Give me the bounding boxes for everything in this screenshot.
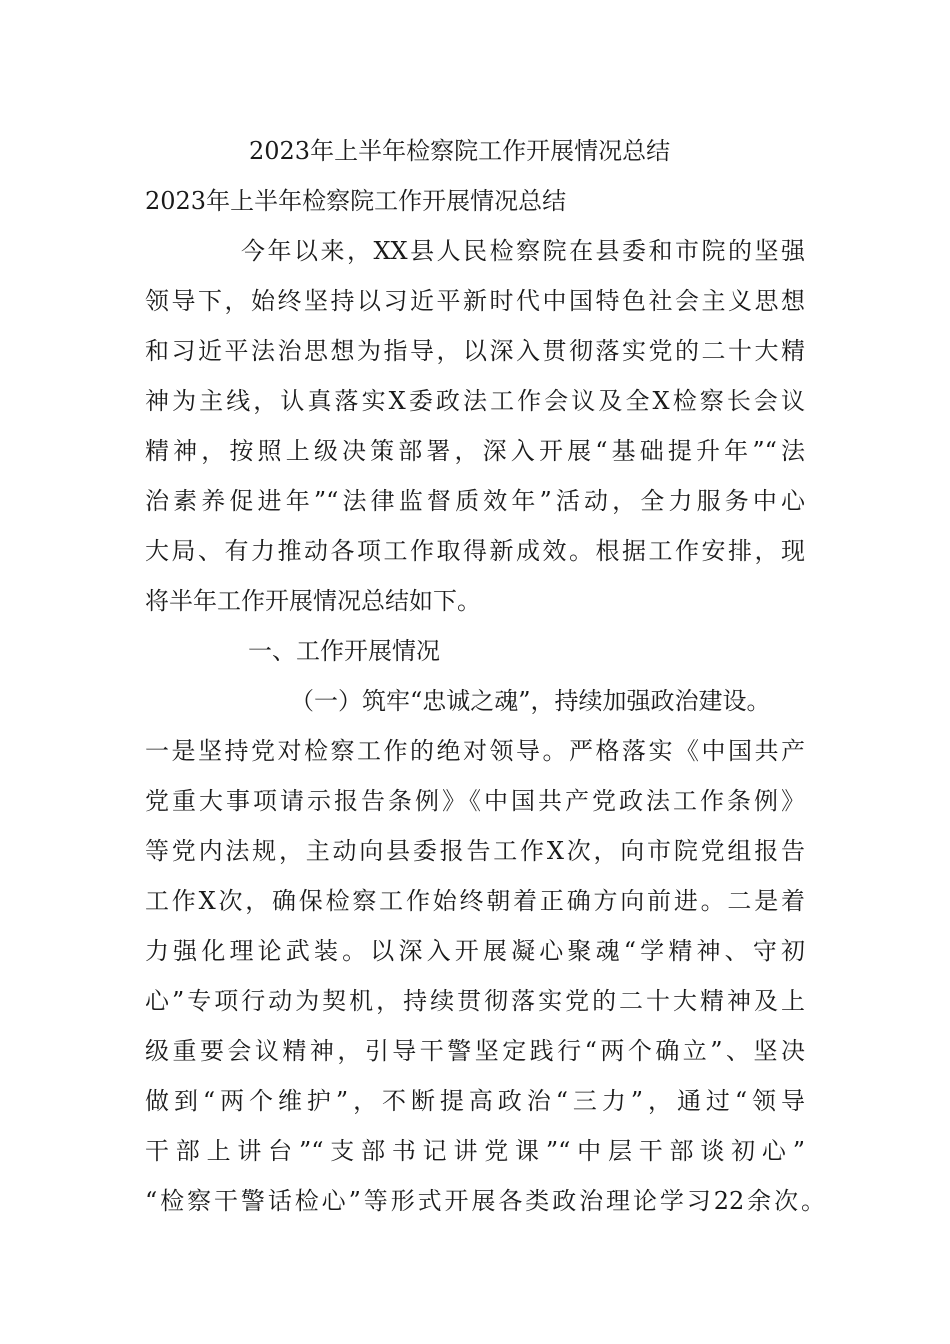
paragraph-line: 神为主线，认真落实X委政法工作会议及全X检察长会议 [145,387,805,415]
paragraph-line: 做到“两个维护”，不断提高政治“三力”，通过“领导 [145,1087,805,1115]
paragraph-line: 党重大事项请示报告条例》《中国共产党政法工作条例》 [145,787,805,815]
paragraph-line: 级重要会议精神，引导干警坚定践行“两个确立”、坚决 [145,1037,805,1065]
paragraph-line: 等党内法规，主动向县委报告工作X次，向市院党组报告 [145,837,805,865]
paragraph-line: 将半年工作开展情况总结如下。 [145,587,481,615]
paragraph-line: 今年以来，XX县人民检察院在县委和市院的坚强 [241,237,805,265]
paragraph-line: 工作X次，确保检察工作始终朝着正确方向前进。二是着 [145,887,805,915]
paragraph-line: 一是坚持党对检察工作的绝对领导。严格落实《中国共产 [145,737,805,765]
paragraph-line: 治素养促进年”“法律监督质效年”活动，全力服务中心 [145,487,805,515]
section-heading: 一、工作开展情况 [248,637,440,665]
paragraph-line: 心”专项行动为契机，持续贯彻落实党的二十大精神及上 [145,987,805,1015]
document-title-left: 2023年上半年检察院工作开展情况总结 [145,187,567,215]
paragraph-line: 干部上讲台”“支部书记讲党课”“中层干部谈初心” [145,1137,805,1165]
paragraph-line: 精神，按照上级决策部署，深入开展“基础提升年”“法 [145,437,805,465]
document-title-centered: 2023年上半年检察院工作开展情况总结 [249,137,671,165]
paragraph-line: 力强化理论武装。以深入开展凝心聚魂“学精神、守初 [145,937,805,965]
paragraph-line: 大局、有力推动各项工作取得新成效。根据工作安排，现 [145,537,805,565]
paragraph-line: “检察干警话检心”等形式开展各类政治理论学习22余次。 [145,1187,825,1215]
subsection-heading: （一）筑牢“忠诚之魂”，持续加强政治建设。 [290,687,771,715]
paragraph-line: 和习近平法治思想为指导，以深入贯彻落实党的二十大精 [145,337,805,365]
paragraph-line: 领导下，始终坚持以习近平新时代中国特色社会主义思想 [145,287,805,315]
